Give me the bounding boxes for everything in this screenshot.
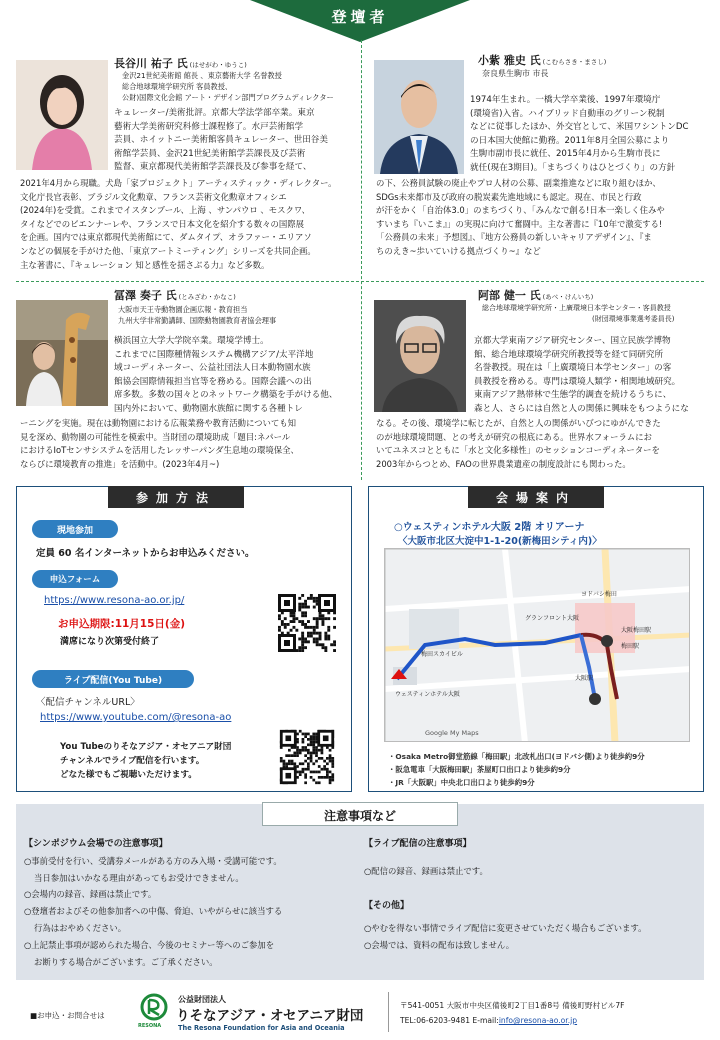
- live-label: ライブ配信(You Tube): [32, 670, 194, 688]
- footer-contact: TEL:06-6203-9481 E-mail:info@resona-ao.or.jp: [400, 1016, 578, 1025]
- speaker-bio: 1974年生まれ。一橋大学卒業後、1997年環境庁 (環境省)入省。ハイブリッド自動車のグリーン税制 などに従事したほか、外交官として、米国ワシントンDC の日本国大使館に勤務。2011年8月全国公募により 生駒市副市長に就任、2015年4月から生駒市長に 就任(現在3期目)。「まちづくりはひとづくり」の方針: [470, 95, 689, 173]
- venue-map[interactable]: [384, 548, 690, 742]
- speaker-affiliation: 奈良県生駒市 市長: [482, 69, 549, 78]
- contact-label: ■お申込・お問合せは: [30, 1011, 105, 1020]
- map-credit: Google My Maps: [425, 729, 479, 737]
- email-link[interactable]: info@resona-ao.or.jp: [498, 1016, 578, 1025]
- speaker-photo-tomizawa: [16, 300, 108, 406]
- speaker-name: 冨澤 奏子 氏 (とみざわ・かなこ): [114, 289, 236, 302]
- form-label: 申込フォーム: [32, 570, 118, 588]
- logo-text: RESONA: [138, 1023, 162, 1029]
- resona-logo-icon: [140, 993, 168, 1021]
- map-label: ウェスティンホテル大阪: [395, 691, 460, 698]
- divider: [16, 281, 704, 282]
- map-label: グランフロント大阪: [525, 615, 580, 622]
- org-name: りそなアジア・オセアニア財団: [176, 1008, 364, 1024]
- speaker-affiliation: 総合地球環境学研究所・上廣環境日本学センター・客員教授 (財団環境事業選考委員長): [482, 304, 675, 323]
- map-label: 梅田スカイビル: [421, 651, 463, 658]
- speaker-photo-hasegawa: [16, 60, 108, 170]
- speaker-affiliation: 金沢21世紀美術館 館長 、東京藝術大学 名誉教授 総合地球環境学研究所 客員教授、 公財)国際文化会館 アート・デザイン部門プログラムディレクター: [122, 71, 334, 102]
- venue-name: ○ウェスティンホテル大阪 2階 オリアーナ: [394, 522, 585, 533]
- speaker-bio: 横浜国立大学大学院卒業。環境学博士。 これまでに国際種情報システム機構アジア/太平洋地 域コーディネーター、公益社団法人日本動物園水族 館協会国際情報担当官等を務める。国際会議への出 席多数。多数の国々とのネットワーク構築を手がける他、 国内外において、動物園水族館に関する各種トレ: [114, 336, 338, 414]
- speaker-bio: 京都大学東南アジア研究センター、国立民族学博物 館、総合地球環境学研究所教授等を経て同研究所 名誉教授。現在は「上廣環境日本学センター」の客 員教授を務める。専門は環境人類学・相関地域研究。 東南アジア熱帯林で生態学的調査を続けるうちに、 森と人、さらには自然と人の関係に興味をもつようにな: [474, 336, 689, 414]
- deadline-text: お申込期限:11月15日(金): [58, 618, 186, 630]
- speaker-name: 阿部 健一 氏 (あべ・けんいち): [478, 289, 594, 302]
- youtube-text: You Tubeのりそなアジア・オセアニア財団 チャンネルでライブ配信を行います。 どなた様でもご視聴いただけます。: [60, 742, 232, 780]
- notes-title: 注意事項など: [262, 802, 458, 826]
- speaker-bio: キュレーター/美術批評。京都大学法学部卒業。東京 藝術大学美術研究科修士課程修了。水戸芸術館学 芸員、ホイットニー美術館客員キュレーター、世田谷美 術館学芸員、金沢21世紀美術館学芸課長及び芸術 監督、東京都現代美術館学芸課長及び参事を経て、: [114, 108, 328, 173]
- participation-title: 参加方法: [108, 486, 244, 508]
- speaker-photo-abe: [374, 300, 466, 412]
- map-label: 梅田駅: [621, 643, 640, 650]
- speaker-bio: なる。その後、環境学に転じたが、自然と人の関係がいびつにゆがんできた のが地球環境問題、との考えが研究の根底にある。世界水フォーラムにお いてユネスコとともに「水と文化多様性」のセッションコーディネーターを 2003年からつとめ、FAOの世界農業遺産の制度設計にも関わった。: [376, 418, 661, 469]
- channel-label: 〈配信チャンネルURL〉: [36, 697, 140, 708]
- map-label: 大阪梅田駅: [621, 627, 652, 634]
- speaker-name: 小紫 雅史 氏 (こむらさき・まさし): [478, 54, 607, 67]
- venue-address: 〈大阪市北区大淀中1-1-20(新梅田シティ内)〉: [398, 536, 602, 547]
- org-name-en: The Resona Foundation for Asia and Oceania: [178, 1024, 345, 1032]
- footer-address: 〒541-0051 大阪市中央区備後町2丁目1番8号 備後町野村ビル7F: [400, 1001, 625, 1010]
- speaker-affiliation: 大阪市天王寺動物園企画広報・教育担当 九州大学非常勤講師、国際動物園教育者協会理事: [118, 305, 277, 325]
- form-qr-code[interactable]: [276, 592, 338, 654]
- deadline-note: 満席になり次第受付終了: [60, 637, 160, 647]
- speaker-photo-komurasaki: [374, 60, 464, 174]
- notes-live: 【ライブ配信の注意事項】 ○配信の録音、録画は禁止です。 【その他】 ○やむを得ない事情でライブ配信に変更させていただく場合もございます。 ○会場では、資料の配布は致しません。: [364, 839, 647, 951]
- page-title: 登壇者: [331, 8, 389, 26]
- map-label: ヨドバシ梅田: [581, 591, 617, 598]
- footer-divider: [388, 992, 389, 1032]
- form-link[interactable]: https://www.resona-ao.or.jp/: [44, 595, 185, 606]
- notes-venue: 【シンポジウム会場での注意事項】 ○事前受付を行い、受講券メールがある方のみ入場・受講可能です。 当日参加はいかなる理由があってもお受けできません。 ○会場内の録音、録画は禁止です。 ○登壇者およびその他参加者への中傷、脅迫、いやがらせに該当する 行為はおやめください。 ○上記禁止事項が認められた場合、今後のセミナー等へのご参加を お断りする場合がございます。ご了承ください。: [24, 839, 283, 967]
- speaker-name: 長谷川 祐子 氏 (はせがわ・ゆうこ): [114, 57, 247, 70]
- map-label: 大阪駅: [575, 675, 594, 682]
- venue-title: 会場案内: [468, 486, 604, 508]
- youtube-qr-code[interactable]: [278, 728, 336, 786]
- org-type: 公益財団法人: [178, 995, 226, 1004]
- speaker-bio: 2021年4月から現職。犬島「家プロジェクト」アーティスティック・ディレクター。 文化庁長官表彰、ブラジル文化勲章、フランス芸術文化勲章オフィシエ (2024年)を受賞。これまでイスタンブール、上海 、サンパウロ 、モスクワ、 タイなどでのビエンナーレや、フランスで日本文化を紹介する数々の国際展 を企画。国内では東京都現代美術館にて、ダムタイプ、オラファー・エリアソ ンなどの個展を手がけた他、「東京アートミーティング」シリーズを共同企画。 主な著書に、『キュレーション 知と感性を揺さぶる力』など多数。: [20, 178, 337, 270]
- onsite-label: 現地参加: [32, 520, 118, 538]
- capacity-text: 定員 60 名インターネットからお申込みください。: [36, 548, 255, 559]
- speaker-bio: の下、公務員試験の廃止やプロ人材の公募、副業推進などに取り組むほか、 SDGs未来都市及び政府の脱炭素先進地域にも認定。現在、市民と行政 が汗をかく「自治体3.0」のまちづくり、「みんなで創る!日本一楽しく住みや すいまち『いこま』」の実現に向けて奮闘中。主な著書に『10年で激変する! 「公務員の未来」予想図』、『地方公務員の新しいキャリアデザイン』、『ま ちのえき~歩いていける拠点づくり~』など: [376, 178, 665, 256]
- venue-access: ・Osaka Metro御堂筋線「梅田駅」北改札出口(ヨドバシ側)より徒歩約9分 ・阪急電車「大阪梅田駅」茶屋町口出口より徒歩約9分 ・JR「大阪駅」中央北口出口より徒歩約9分: [388, 752, 645, 787]
- speaker-bio: ーニングを実施。現在は動物園における広報業務や教育活動についても知 見を深め、動物園の可能性を模索中。当財団の環境助成「題目:ネパール におけるIoTセンサシステムを活用したレッサーパンダ生息地の環境保全、 ならびに環境教育の推進」を活動中。(2023年4月~): [20, 418, 299, 469]
- divider: [361, 40, 362, 480]
- youtube-link[interactable]: https://www.youtube.com/@resona-ao: [40, 712, 232, 723]
